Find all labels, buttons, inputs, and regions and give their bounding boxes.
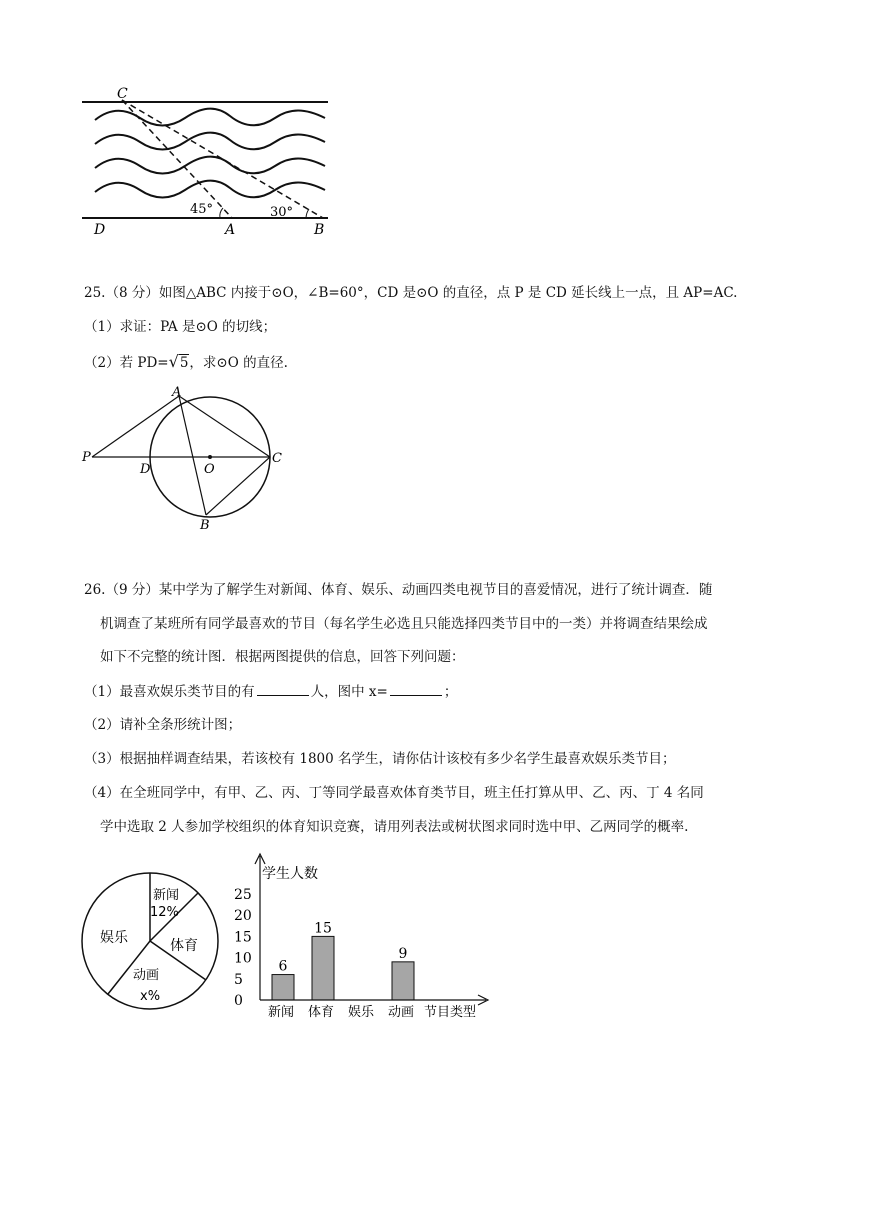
bar-value-label: 9: [398, 945, 408, 962]
label-b: B: [200, 518, 210, 533]
sqrt-symbol: √: [168, 352, 179, 371]
q25-part2-pre: （2）若 PD=: [84, 355, 169, 371]
angle-arc-a: [220, 208, 223, 218]
pie-label-anim: 动画: [133, 968, 160, 983]
q26-line3: 如下不完整的统计图．根据两图提供的信息，回答下列问题：: [100, 649, 465, 665]
q25-stem: 25.（8 分）如图△ABC 内接于⊙O，∠B=60°，CD 是⊙O 的直径，点 P 是 CD 延长线上一点，且 AP=AC.: [84, 285, 738, 301]
label-o: O: [204, 462, 215, 477]
answer-blank-1[interactable]: [257, 682, 309, 696]
y-tick-label: 0: [234, 993, 243, 1009]
wave-lines: [95, 109, 325, 198]
bar-value-label: 15: [314, 920, 332, 937]
pie-label-news-pct: 12%: [150, 905, 179, 920]
river-figure: [80, 82, 340, 242]
label-a: A: [172, 385, 182, 400]
category-label: 体育: [307, 1005, 335, 1020]
circle-figure: [80, 385, 295, 535]
q26-part1-c: ；: [443, 684, 458, 700]
line-ac: [179, 396, 270, 457]
category-label: 动画: [387, 1005, 415, 1020]
line-bc: [206, 457, 270, 515]
category-label: 娱乐: [347, 1005, 375, 1020]
bar-chart: [232, 850, 494, 1022]
y-tick-label: 10: [234, 950, 252, 967]
x-axis-title: 节目类型: [424, 1005, 477, 1020]
answer-blank-2[interactable]: [390, 682, 442, 696]
center-dot: [208, 455, 212, 459]
bar: [272, 975, 294, 1000]
q25-part1: （1）求证：PA 是⊙O 的切线；: [84, 319, 277, 335]
y-tick-label: 5: [234, 971, 243, 988]
y-tick-label: 20: [234, 908, 252, 925]
label-d: D: [140, 462, 151, 477]
label-p: P: [82, 450, 91, 465]
q25-part2: [84, 353, 288, 372]
y-tick-label: 15: [234, 929, 252, 946]
line-ab: [179, 396, 206, 515]
bar: [312, 936, 334, 1000]
y-tick-label: 25: [234, 887, 252, 903]
q26-part4b: 学中选取 2 人参加学校组织的体育知识竞赛，请用列表法或树状图求同时选中甲、乙两同学的概率.: [100, 819, 689, 835]
q26-line2: 机调查了某班所有同学最喜欢的节目（每名学生必选且只能选择四类节目中的一类）并将调查结果绘成: [100, 616, 708, 632]
angle-arc-b: [306, 209, 309, 218]
pie-chart: [78, 862, 228, 1012]
q26-part2: （2）请补全条形统计图；: [84, 717, 242, 733]
bar: [392, 962, 414, 1000]
bar-value-label: 6: [278, 958, 288, 975]
label-a: A: [225, 222, 236, 238]
label-d: D: [94, 222, 106, 238]
q26-part1-a: （1）最喜欢娱乐类节目的有: [84, 684, 255, 700]
label-c: C: [272, 451, 282, 466]
sqrt-radicand: 5: [179, 355, 189, 371]
q26-part4a: （4）在全班同学中，有甲、乙、丙、丁等同学最喜欢体育类节目，班主任打算从甲、乙、丙、丁 4 名同: [84, 785, 704, 801]
line-pa: [92, 396, 179, 457]
y-axis-title: 学生人数: [262, 866, 318, 882]
pie-label-sports: 体育: [170, 938, 198, 954]
angle-b-label: 30°: [270, 205, 294, 220]
angle-a-label: 45°: [190, 202, 214, 217]
q26-part1: [84, 682, 457, 701]
q25-part2-post: ，求⊙O 的直径.: [189, 355, 288, 371]
label-c: C: [117, 86, 128, 102]
pie-label-anim-pct: x%: [140, 989, 161, 1004]
pie-label-ent: 娱乐: [100, 930, 128, 946]
q26-part1-b: 人，图中 x=: [310, 684, 388, 700]
q26-line1: 26.（9 分）某中学为了解学生对新闻、体育、娱乐、动画四类电视节目的喜爱情况，进行了统计调查．随: [84, 582, 713, 598]
pie-label-news: 新闻: [153, 888, 180, 903]
label-b: B: [314, 222, 325, 238]
category-label: 新闻: [267, 1005, 295, 1020]
sight-line-ca: [122, 100, 232, 218]
q26-part3: （3）根据抽样调查结果，若该校有 1800 名学生，请你估计该校有多少名学生最喜欢娱乐类节目；: [84, 751, 676, 767]
